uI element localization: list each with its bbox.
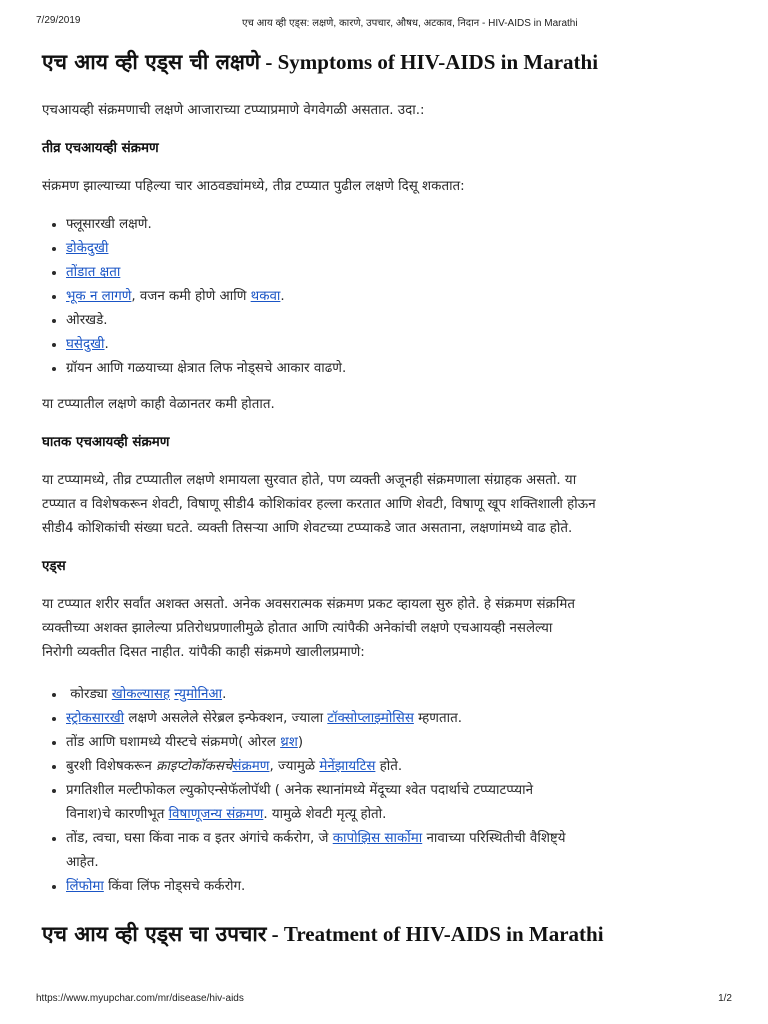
acute-infection-lead: संक्रमण झाल्याच्या पहिल्या चार आठवड्यांमध्ये, तीव्र टप्प्यात पुढील लक्षणे दिसू शकतात: [42, 179, 465, 194]
print-url: https://www.myupchar.com/mr/disease/hiv-aids [36, 993, 244, 1004]
aids-infections-list [42, 683, 732, 899]
aids-stage-text: या टप्प्यात शरीर सर्वांत अशक्त असतो. अनेक अवसरात्मक संक्रमण प्रकट व्हायला सुरु होते. हे संक्रमण संक्रमित व्यक्तीच्या अशक्त झालेल्या प्रतिरोधप्रणालीमुळे होतात आणि त्यांपैकी अनेकांची लक्षणे एचआयव्ही नसलेल्या निरोगी व्यक्तीत दिसत नाहीत. यांपैकी काही संक्रमणे खालीलप्रमाणे: [42, 597, 575, 660]
list-item: • स्ट्रोकसारखी लक्षणे असलेले सेरेब्रल इन्फेक्शन, ज्याला टॉक्सोप्लाझ्मोसिस म्हणतात. [66, 707, 732, 731]
print-doc-title: एच आय व्ही एड्स: लक्षणे, कारणे, उपचार, औषध, अटकाव, निदान - HIV-AIDS in Marathi [242, 18, 578, 29]
symptoms-heading-en: - Symptoms of HIV-AIDS in Marathi [260, 50, 599, 74]
appetite-loss-link[interactable]: भूक न लागणे [66, 289, 132, 304]
symptoms-intro: एचआयव्ही संक्रमणाची लक्षणे आजाराच्या टप्प्याप्रमाणे वेगवेगळी असतात. उदा.: [42, 103, 425, 118]
print-date: 7/29/2019 [36, 15, 81, 26]
page-number: 1/2 [718, 993, 732, 1004]
mouth-sores-link[interactable]: तोंडात क्षता [66, 265, 121, 280]
print-footer [36, 993, 732, 1007]
list-item: • घसेदुखी. [66, 333, 732, 357]
headache-link[interactable]: डोकेदुखी [66, 241, 109, 256]
list-item: • कोरड्या खोकल्यासह न्युमोनिआ. [66, 683, 732, 707]
list-item: • बुरशी विशेषकरून क्राइप्टोकॉकसचेसंक्रमण, ज्यामुळे मेनेंझायटिस होते. [66, 755, 732, 779]
chronic-infection-text: या टप्प्यामध्ये, तीव्र टप्प्यातील लक्षणे शमायला सुरवात होते, पण व्यक्ती अजूनही संक्रमणाला संग्राहक असतो. या टप्प्यात व विशेषकरून शेवटी, विषाणू सीडी4 कोशिकांवर हल्ला करतात आणि शेवटी, विषाणू खूप शक्तिशाली होऊन सीडी4 कोशिकांची संख्या घटते. व्यक्ती तिसर्‍या आणि शेवटच्या टप्प्याकडे जात असताना, लक्षणांमध्ये वाढ होते. [42, 473, 596, 536]
stroke-link[interactable]: स्ट्रोकसारखी [66, 711, 125, 726]
list-item: • भूक न लागणे, वजन कमी होणे आणि थकवा. [66, 285, 732, 309]
kaposi-sarcoma-link[interactable]: कापोझिस सार्कोमा [332, 831, 423, 846]
sore-throat-link[interactable]: घसेदुखी [66, 337, 105, 352]
acute-infection-outro: या टप्प्यातील लक्षणे काही वेळानतर कमी होतात. [42, 397, 275, 412]
toxoplasmosis-link[interactable]: टॉक्सोप्लाझ्मोसिस [327, 711, 414, 726]
acute-infection-title: तीव्र एचआयव्ही संक्रमण [42, 141, 159, 156]
list-item: • तोंड, त्वचा, घसा किंवा नाक व इतर अंगांचे कर्करोग, जे कापोझिस सार्कोमा नावाच्या परिस्थितीची वैशिष्ट्ये आहेत. [66, 827, 732, 875]
lymphoma-link[interactable]: लिंफोमा [66, 879, 104, 894]
list-item: • फ्लूसारखी लक्षणे. [66, 213, 732, 237]
list-item: • लिंफोमा किंवा लिंफ नोड्सचे कर्करोग. [66, 875, 732, 899]
list-item: • ग्रॉयन आणि गळयाच्या क्षेत्रात लिफ नोड्सचे आकार वाढणे. [66, 357, 732, 381]
chronic-infection-title: घातक एचआयव्ही संक्रमण [42, 435, 170, 450]
list-item [66, 237, 732, 261]
article-content [42, 47, 732, 949]
list-item: • प्रगतिशील मल्टीफोकल ल्युकोएन्सेफॅलोपॅथी ( अनेक स्थानांमध्ये मेंदूच्या श्वेत पदार्थाचे टप्प्याटप्प्याने विनाश)चे कारणीभूत विषाणूजन्य संक्रमण. यामुळे शेवटी मृत्यू होतो. [66, 779, 732, 827]
viral-infection-link[interactable]: विषाणूजन्य संक्रमण [168, 807, 264, 822]
infection-link[interactable]: संक्रमण [232, 759, 270, 774]
thrush-link[interactable]: थ्रश [280, 735, 298, 750]
list-item: • तोंड आणि घशामध्ये यीस्टचे संक्रमणे( ओरल थ्रश) [66, 731, 732, 755]
print-header [36, 15, 732, 29]
treatment-heading [42, 919, 732, 949]
acute-symptoms-list [42, 213, 732, 381]
fatigue-link[interactable]: थकवा [250, 289, 281, 304]
symptoms-heading-mr: एच आय व्ही एड्स ची लक्षणे [42, 50, 261, 74]
list-item: • ओरखडे. [66, 309, 732, 333]
aids-stage-title: एड्स [42, 559, 66, 574]
cough-link[interactable]: खोकल्यासह [111, 687, 171, 702]
meningitis-link[interactable]: मेनेंझायटिस [319, 759, 376, 774]
treatment-heading-en: - Treatment of HIV-AIDS in Marathi [266, 922, 604, 946]
treatment-heading-mr: एच आय व्ही एड्स चा उपचार [42, 922, 267, 946]
symptoms-heading [42, 47, 732, 77]
list-item [66, 261, 732, 285]
pneumonia-link[interactable]: न्युमोनिआ [174, 687, 223, 702]
